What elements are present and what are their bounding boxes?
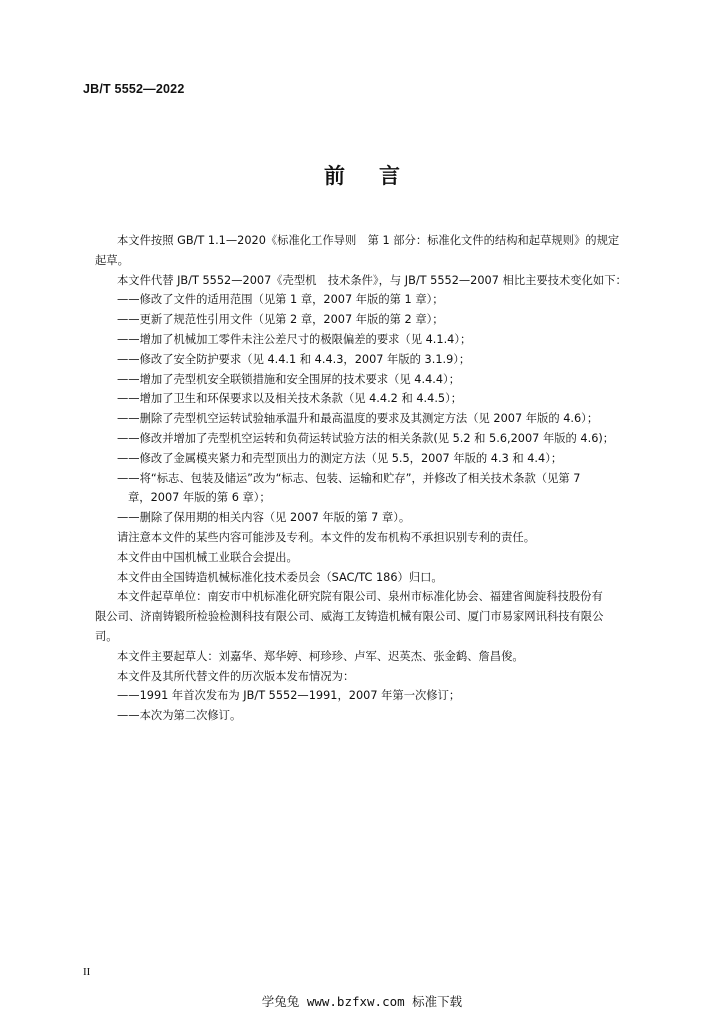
- list-item-change: ——修改并增加了壳型机空运转和负荷运转试验方法的相关条款(见 5.2 和 5.6,2007 年版的 4.6)；: [117, 431, 615, 445]
- list-item-change: ——删除了保用期的相关内容（见 2007 年版的第 7 章）。: [117, 511, 411, 525]
- paragraph-continuation: 起草。: [95, 253, 129, 267]
- paragraph-drafting-rules: [95, 231, 661, 251]
- footer-watermark: 学兔兔 www.bzfxw.com 标准下载: [261, 994, 463, 1009]
- list-item-change: ——删除了壳型机空运转试验轴承温升和最高温度的要求及其测定方法（见 2007 年版的 4.6）；: [117, 412, 599, 426]
- document-body: [95, 231, 661, 726]
- paragraph-history-intro: 本文件及其所代替文件的历次版本发布情况为：: [117, 669, 355, 683]
- list-item-change: ——更新了规范性引用文件（见第 2 章，2007 年版的第 2 章）；: [117, 313, 444, 327]
- list-item-line: 章，2007 年版的第 6 章）；: [128, 491, 271, 505]
- paragraph-drafters: 本文件主要起草人：刘嘉华、郑华婷、柯珍珍、卢军、迟英杰、张金鹤、詹昌俊。: [117, 649, 524, 663]
- title-char-2: 言: [379, 164, 400, 188]
- list-item-history: ——本次为第二次修订。: [117, 709, 242, 723]
- paragraph-centralized: 本文件由全国铸造机械标准化技术委员会（SAC/TC 186）归口。: [117, 570, 443, 584]
- page-number: II: [83, 966, 91, 978]
- paragraph-proposed: 本文件由中国机械工业联合会提出。: [117, 550, 298, 564]
- list-item-change: ——修改了金属模夹紧力和壳型顶出力的测定方法（见 5.5，2007 年版的 4.3 和 4.4）；: [117, 451, 563, 465]
- list-item-change: [95, 469, 661, 509]
- list-item-change: ——增加了壳型机安全联锁措施和安全围屏的技术要求（见 4.4.4）；: [117, 372, 461, 386]
- standard-number: JB/T 5552—2022: [83, 82, 185, 96]
- paragraph-patent: 请注意本文件的某些内容可能涉及专利。本文件的发布机构不承担识别专利的责任。: [117, 530, 535, 544]
- list-item-change: ——修改了文件的适用范围（见第 1 章，2007 年版的第 1 章）；: [117, 293, 444, 307]
- paragraph-replaces: 本文件代替 JB/T 5552—2007《壳型机 技术条件》，与 JB/T 5552—2007 相比主要技术变化如下：: [117, 273, 627, 287]
- paragraph-continuation: 限公司、济南铸锻所检验检测科技有限公司、威海工友铸造机械有限公司、厦门市易家网讯科技有限公: [95, 610, 604, 624]
- list-item-change: ——修改了安全防护要求（见 4.4.1 和 4.4.3，2007 年版的 3.1.9）；: [117, 352, 471, 366]
- list-item-change: ——增加了卫生和环保要求以及相关技术条款（见 4.4.2 和 4.4.5）；: [117, 392, 463, 406]
- list-item-line: ——将“标志、包装及储运”改为“标志、包装、运输和贮存”，并修改了相关技术条款（见第 7: [117, 471, 581, 485]
- paragraph-line: 本文件按照 GB/T 1.1—2020《标准化工作导则 第 1 部分：标准化文件的结构和起草规则》的规定: [117, 234, 620, 247]
- paragraph-drafting-units: 本文件起草单位：南安市中机标准化研究院有限公司、泉州市标准化协会、福建省闽旋科技股份有: [117, 590, 603, 604]
- page-title: [0, 160, 724, 190]
- paragraph-continuation: 司。: [95, 629, 118, 643]
- list-item-history: ——1991 年首次发布为 JB/T 5552—1991，2007 年第一次修订；: [117, 689, 461, 703]
- list-item-change: ——增加了机械加工零件未注公差尺寸的极限偏差的要求（见 4.1.4）；: [117, 332, 472, 346]
- title-char-1: 前: [324, 164, 345, 188]
